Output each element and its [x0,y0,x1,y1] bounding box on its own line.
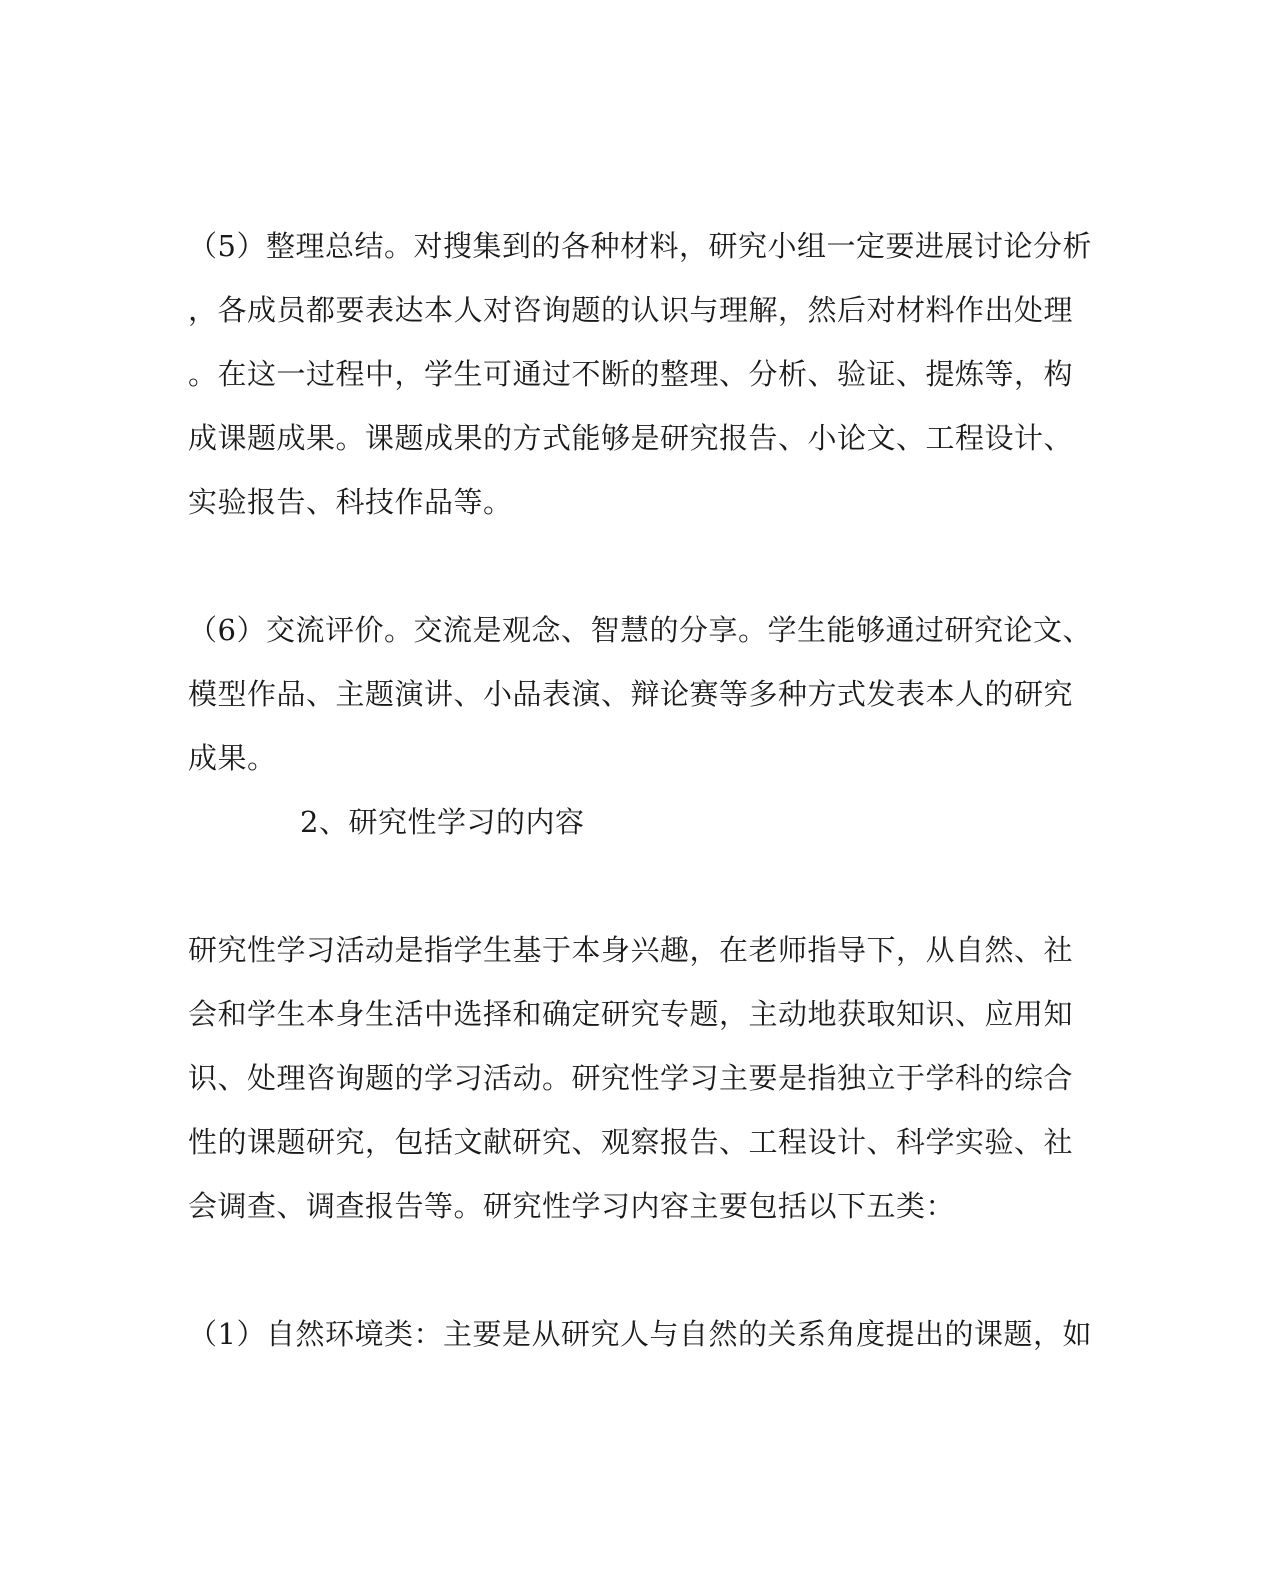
text-line: 成果。 [188,741,277,775]
text-line: 模型作品、主题演讲、小品表演、辩论赛等多种方式发表本人的研究 [188,677,1074,711]
text-line: 识、处理咨询题的学习活动。研究性学习主要是指独立于学科的综合 [188,1061,1074,1095]
text-line: 。在这一过程中，学生可通过不断的整理、分析、验证、提炼等，构 [188,357,1074,391]
text-line: 性的课题研究，包括文献研究、观察报告、工程设计、科学实验、社 [188,1125,1074,1159]
text-line: 成课题成果。课题成果的方式能够是研究报告、小论文、工程设计、 [188,421,1074,455]
text-line: 会和学生本身生活中选择和确定研究专题，主动地获取知识、应用知 [188,997,1074,1031]
text-line: 研究性学习活动是指学生基于本身兴趣，在老师指导下，从自然、社 [188,933,1074,967]
text-line: ，各成员都要表达本人对咨询题的认识与理解，然后对材料作出处理 [188,293,1074,327]
text-line: （1）自然环境类：主要是从研究人与自然的关系角度提出的课题，如 [188,1317,1092,1351]
text-line: 会调查、调查报告等。研究性学习内容主要包括以下五类： [188,1189,956,1223]
text-line: （6）交流评价。交流是观念、智慧的分享。学生能够通过研究论文、 [188,613,1092,647]
text-line: （5）整理总结。对搜集到的各种材料，研究小组一定要进展讨论分析 [188,229,1092,263]
text-line: 实验报告、科技作品等。 [188,485,513,519]
section-heading: 2、研究性学习的内容 [300,805,585,839]
